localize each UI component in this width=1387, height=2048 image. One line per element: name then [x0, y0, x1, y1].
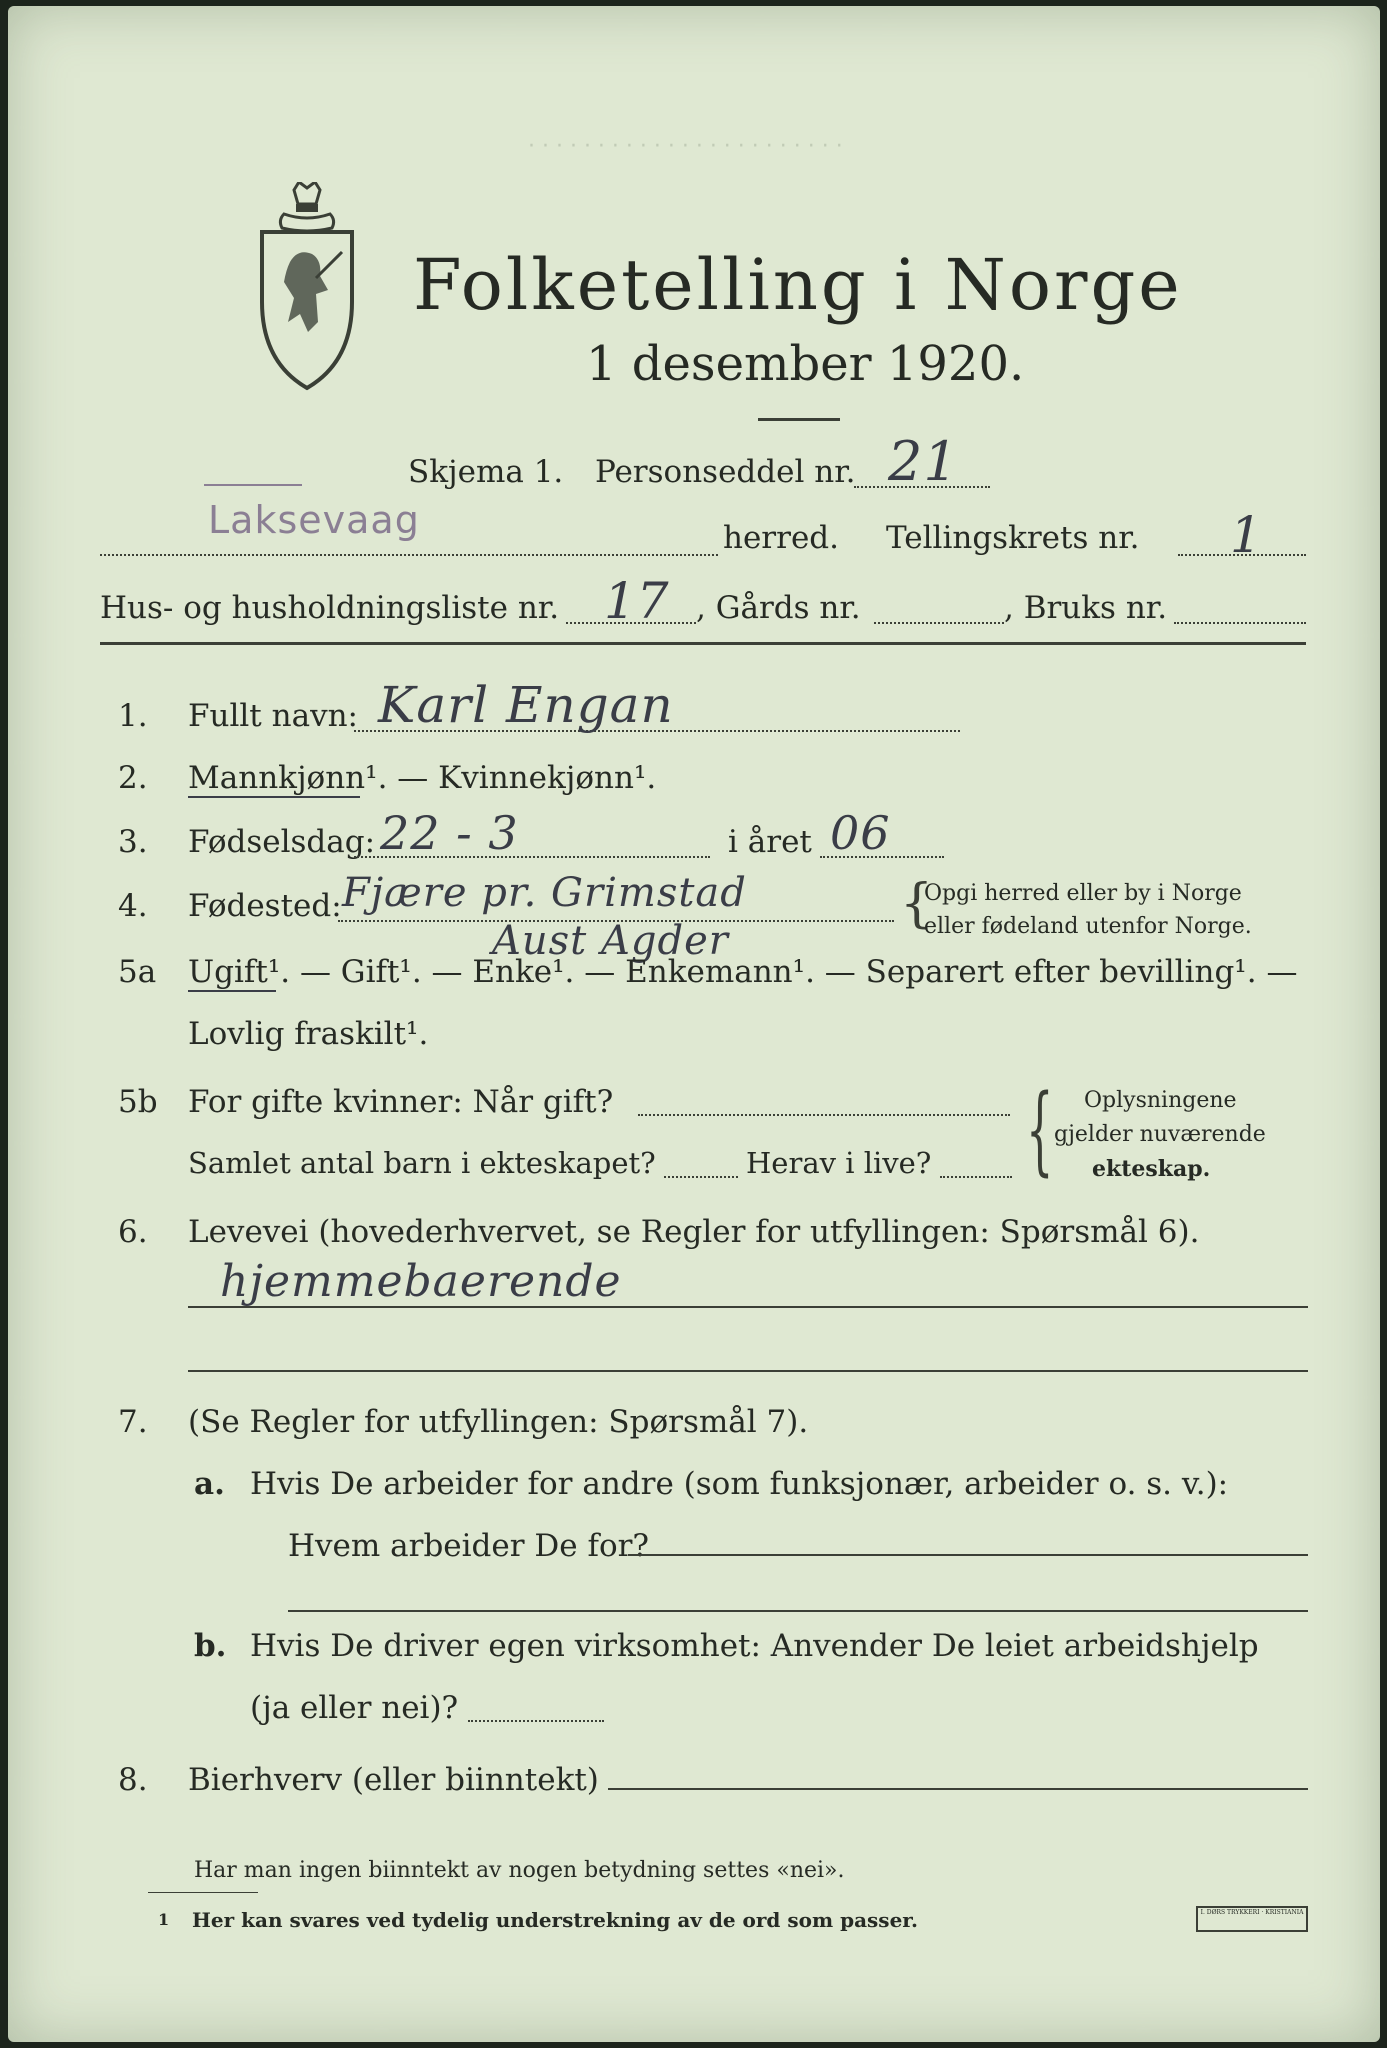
husliste-label: Hus- og husholdningsliste nr. [100, 590, 560, 626]
q7a-marker: a. [194, 1466, 225, 1502]
q8-line [608, 1788, 1308, 1790]
q7a-line1: Hvis De arbeider for andre (som funksjonær, arbeider o. s. v.): [250, 1466, 1229, 1502]
footnote-marker: 1 [158, 1910, 170, 1929]
q7b-marker: b. [194, 1628, 227, 1664]
q1-value: Karl Engan [378, 676, 674, 734]
q7b-line2: (ja eller nei)? [250, 1690, 459, 1726]
q5b-label-line2a: Samlet antal barn i ekteskapet? [188, 1146, 656, 1180]
q1-number: 1. [118, 698, 148, 734]
q5b-brace: { [1026, 1074, 1054, 1186]
q3-label: Fødselsdag: [188, 824, 376, 860]
footer-note: Har man ingen biinntekt av nogen betydning settes «nei». [194, 1858, 845, 1883]
q4-value: Fjære pr. Grimstad [342, 870, 747, 916]
tellingskrets-value: 1 [1230, 506, 1263, 564]
q4-number: 4. [118, 888, 148, 924]
stamp-strike-line [204, 484, 302, 486]
personseddel-label: Personseddel nr. [595, 454, 856, 490]
q7b-line1: Hvis De driver egen virksomhet: Anvender De leiet arbeidshjelp [250, 1628, 1259, 1664]
q7-number: 7. [118, 1404, 148, 1440]
husliste-value: 17 [604, 572, 670, 630]
q3-year-label: i året [728, 824, 812, 860]
q4-brace: { [900, 874, 934, 934]
q2-label: Mannkjønn¹. — Kvinnekjønn¹. [188, 760, 657, 796]
q5b-children-line [664, 1176, 738, 1178]
herred-line [100, 554, 718, 556]
footnote-text: Her kan svares ved tydelig understrekning av de ord som passer. [192, 1908, 918, 1932]
personseddel-value: 21 [888, 430, 959, 493]
title-divider [758, 418, 840, 421]
q5a-number: 5a [118, 954, 157, 990]
q4-value-county: Aust Agder [492, 918, 729, 964]
schema-label: Skjema 1. [408, 454, 564, 490]
q5b-married-line [638, 1114, 1010, 1116]
q5a-underline-ugift [188, 990, 276, 992]
bleed-through-text: · · · · · · · · · · · · · · · · · · · · · · · [528, 134, 843, 159]
q3-value: 22 - 3 [380, 806, 519, 860]
header-divider [100, 642, 1306, 645]
q5b-label-line2b: Herav i live? [746, 1146, 932, 1180]
q8-number: 8. [118, 1762, 148, 1798]
q6-label: Levevei (hovederhvervet, se Regler for utfyllingen: Spørsmål 6). [188, 1214, 1200, 1250]
form-title: Folketelling i Norge [413, 244, 1183, 326]
bruks-line [1174, 622, 1306, 624]
q5b-note-line3: ekteskap. [1092, 1156, 1211, 1182]
gards-label: , Gårds nr. [696, 590, 861, 626]
gards-line [874, 622, 1004, 624]
q8-label: Bierhverv (eller biinntekt) [188, 1762, 599, 1798]
q7-label: (Se Regler for utfyllingen: Spørsmål 7). [188, 1404, 809, 1440]
q4-note-line2: eller fødeland utenfor Norge. [924, 914, 1252, 939]
q6-value: hjemmebaerende [220, 1256, 622, 1307]
q5a-label-line2: Lovlig fraskilt¹. [188, 1016, 429, 1052]
q4-label: Fødested: [188, 888, 342, 924]
footnote-divider [148, 1892, 258, 1893]
bruks-label: , Bruks nr. [1004, 590, 1168, 626]
q1-label: Fullt navn: [188, 698, 358, 734]
q2-underline-mannkjonn [188, 796, 360, 798]
q4-note-line1: Opgi herred eller by i Norge [924, 881, 1242, 906]
q3-number: 3. [118, 824, 148, 860]
q7a-employer-line [628, 1554, 1308, 1556]
q5b-alive-line [940, 1176, 1012, 1178]
coat-of-arms-icon [254, 182, 360, 392]
q7b-answer-line [468, 1720, 604, 1722]
q5b-note-line1: Oplysningene [1084, 1088, 1237, 1113]
printer-stamp: I. DØRS TRYKKERI · KRISTIANIA [1196, 1906, 1308, 1932]
q5b-number: 5b [118, 1084, 158, 1120]
form-date: 1 desember 1920. [586, 336, 1025, 392]
tellingskrets-label: Tellingskrets nr. [886, 520, 1140, 556]
q7a-line2: Hvem arbeider De for? [288, 1528, 650, 1564]
q5a-label-line1: Ugift¹. — Gift¹. — Enke¹. — Enkemann¹. — Separert efter bevilling¹. — [188, 954, 1298, 990]
herred-label: herred. [723, 520, 839, 556]
census-form-sheet [8, 6, 1380, 2042]
municipality-stamp: Laksevaag [208, 498, 420, 542]
q5b-note-line2: gjelder nuværende [1054, 1122, 1266, 1147]
q6-number: 6. [118, 1214, 148, 1250]
q5b-label-line1: For gifte kvinner: Når gift? [188, 1084, 614, 1120]
q6-line1 [188, 1306, 1308, 1308]
q7a-employer-line2 [288, 1610, 1308, 1612]
q6-line2 [188, 1370, 1308, 1372]
q2-number: 2. [118, 760, 148, 796]
q3-year-value: 06 [830, 806, 891, 860]
